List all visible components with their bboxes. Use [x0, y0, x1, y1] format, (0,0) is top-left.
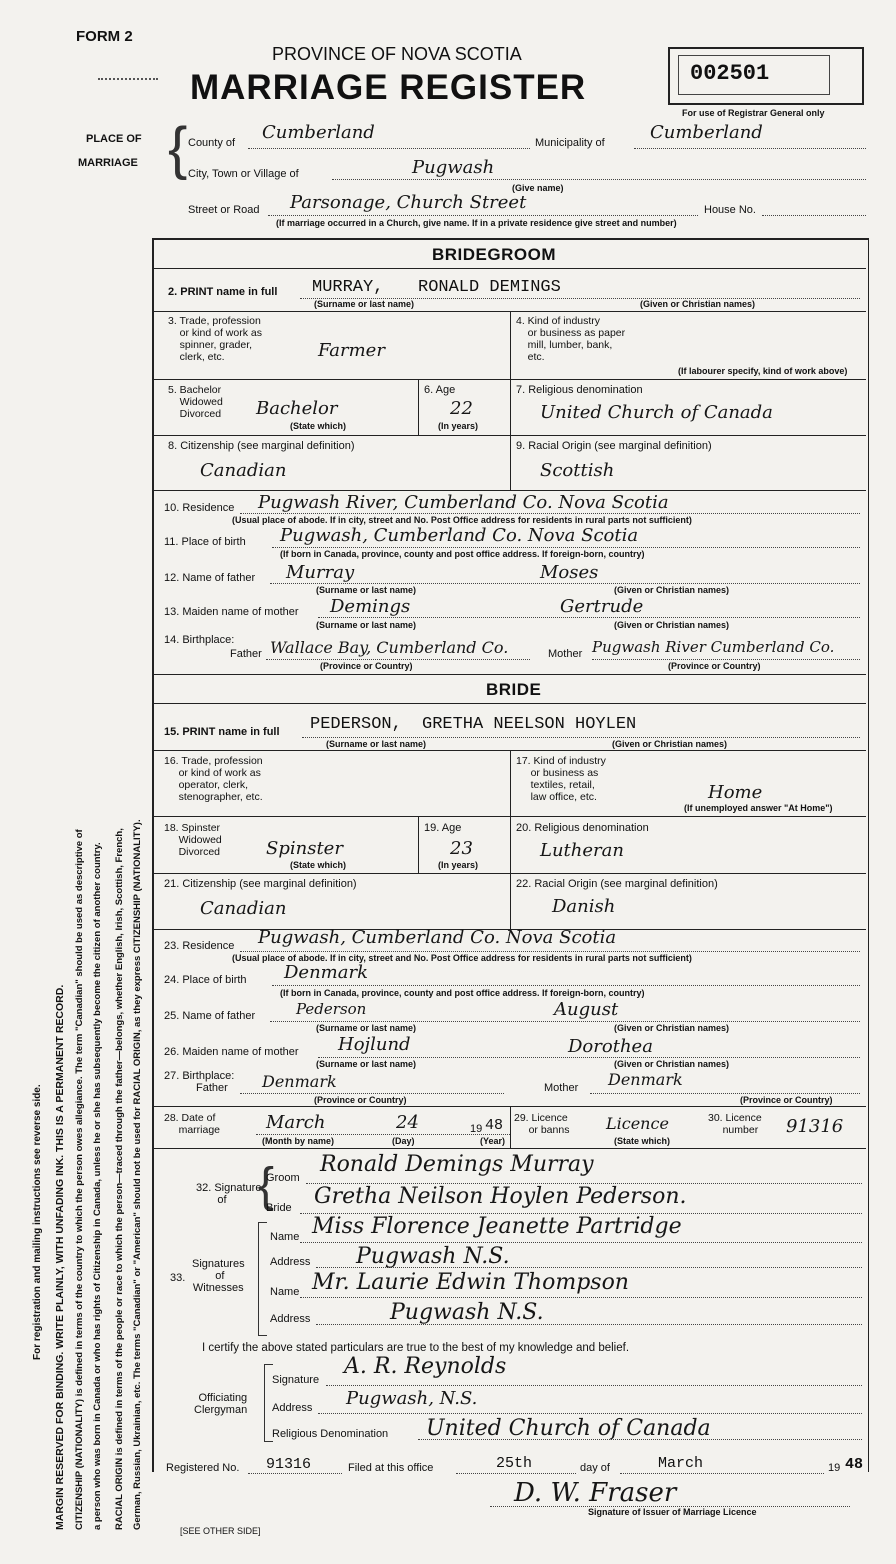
f27-label: 27. Birthplace:	[164, 1070, 235, 1082]
f14-mother-caption: (Province or Country)	[668, 661, 761, 671]
street-label: Street or Road	[188, 204, 260, 216]
bride-industry: Home	[708, 782, 763, 803]
bride-birthplace: Denmark	[284, 962, 368, 983]
f22-label: 22. Racial Origin (see marginal definition)	[516, 878, 718, 890]
f14-father-caption: (Province or Country)	[320, 661, 413, 671]
bride-heading: BRIDE	[486, 680, 542, 699]
clergy-denom-label: Religious Denomination	[272, 1428, 389, 1440]
f14-father-label: Father	[230, 648, 262, 660]
clergy-address: Pugwash, N.S.	[346, 1388, 478, 1409]
registrar-note: For use of Registrar General only	[682, 108, 825, 118]
groom-father-birth: Wallace Bay, Cumberland Co.	[270, 638, 509, 657]
county-value: Cumberland	[262, 122, 375, 143]
f19-caption: (In years)	[438, 860, 479, 870]
year-caption: (Year)	[480, 1136, 506, 1146]
licence-caption: (State which)	[614, 1136, 671, 1146]
punch-mark	[98, 78, 158, 80]
filed-label: Filed at this office	[348, 1462, 434, 1474]
registered-number: 91316	[266, 1456, 312, 1473]
f8-label: 8. Citizenship (see marginal definition)	[168, 440, 355, 452]
issuer-caption: Signature of Issuer of Marriage Licence	[588, 1507, 757, 1517]
give-name-caption: (Give name)	[512, 183, 564, 193]
f32-label: 32. Signature of	[196, 1182, 262, 1206]
f24-caption: (If born in Canada, province, county and post office address. If foreign-born, country)	[280, 988, 645, 998]
day-caption: (Day)	[392, 1136, 415, 1146]
page-title: MARRIAGE REGISTER	[190, 68, 587, 107]
brace-icon: {	[168, 116, 188, 181]
registered-label: Registered No.	[166, 1462, 240, 1474]
bride-given: GRETHA NEELSON HOYLEN	[422, 715, 637, 734]
bride-status: Spinster	[266, 838, 343, 859]
margin-line-3: CITIZENSHIP (NATIONALITY) is defined in terms of the country to which the person owes allegiance. The term "Canadian" should be used as descriptive of	[74, 829, 85, 1530]
f4-label: 4. Kind of industry or business as paper mill, lumber, bank, etc.	[516, 315, 626, 363]
f12-label: 12. Name of father	[164, 572, 256, 584]
margin-line-4: a person who was born in Canada or who has rights of Citizenship in Canada, unless he or she has subsequently become the citizen of another country.	[92, 842, 103, 1530]
groom-father-given: Moses	[540, 562, 599, 583]
bride-mother-surname: Hojlund	[338, 1034, 411, 1055]
place-label-1: PLACE OF	[86, 133, 142, 145]
groom-given-caption: (Given or Christian names)	[640, 299, 756, 309]
f6-label: 6. Age	[424, 384, 456, 396]
f26-surname-caption: (Surname or last name)	[316, 1059, 417, 1069]
witness-bracket	[258, 1222, 267, 1336]
filed-day: 25th	[496, 1455, 533, 1472]
groom-father-surname: Murray	[286, 562, 355, 583]
municipality-value: Cumberland	[650, 122, 763, 143]
serial-box	[668, 47, 864, 105]
f19-label: 19. Age	[424, 822, 462, 834]
f25-surname-caption: (Surname or last name)	[316, 1023, 417, 1033]
bride-residence: Pugwash, Cumberland Co. Nova Scotia	[258, 927, 617, 948]
margin-line-5: RACIAL ORIGIN is defined in terms of the people or race to which the person—traced through the father—belongs, whether English, Irish, Scottish, French,	[114, 828, 125, 1530]
f27-mother-label: Mother	[544, 1082, 579, 1094]
day-of-label: day of	[580, 1462, 610, 1474]
form-label: FORM 2	[76, 28, 133, 45]
f5-label: 5. Bachelor Widowed Divorced	[168, 384, 223, 420]
bride-father-birth: Denmark	[262, 1072, 337, 1091]
f11-caption: (If born in Canada, province, county and post office address. If foreign-born, country)	[280, 549, 645, 559]
issuer-signature: D. W. Fraser	[514, 1478, 677, 1508]
bride-religion: Lutheran	[540, 840, 624, 861]
bride-father-given: August	[554, 999, 619, 1020]
bride-signature: Gretha Neilson Hoylen Pederson.	[314, 1184, 687, 1209]
house-label: House No.	[704, 204, 756, 216]
marriage-year: 48	[485, 1117, 504, 1134]
w1-address-label: Address	[270, 1256, 311, 1268]
w2-name-label: Name	[270, 1286, 300, 1298]
f26-given-caption: (Given or Christian names)	[614, 1059, 730, 1069]
groom-signature: Ronald Demings Murray	[320, 1152, 594, 1177]
f23-caption: (Usual place of abode. If in city, street and No. Post Office address for residents in rural parts not sufficient)	[232, 953, 692, 963]
f27-father-label: Father	[196, 1082, 228, 1094]
groom-residence: Pugwash River, Cumberland Co. Nova Scotia	[258, 492, 669, 513]
see-other-side: [SEE OTHER SIDE]	[180, 1526, 261, 1536]
municipality-label: Municipality of	[535, 137, 605, 149]
bride-surname-caption: (Surname or last name)	[326, 739, 427, 749]
clergy-sig-label: Signature	[272, 1374, 320, 1386]
f9-label: 9. Racial Origin (see marginal definition)	[516, 440, 712, 452]
bride-surname: PEDERSON,	[310, 715, 402, 734]
f25-given-caption: (Given or Christian names)	[614, 1023, 730, 1033]
groom-surname: MURRAY,	[312, 278, 384, 297]
city-label: City, Town or Village of	[188, 168, 299, 180]
f27-father-caption: (Province or Country)	[314, 1095, 407, 1105]
marriage-month: March	[266, 1112, 326, 1133]
bride-given-caption: (Given or Christian names)	[612, 739, 728, 749]
f25-label: 25. Name of father	[164, 1010, 256, 1022]
witness1-address: Pugwash N.S.	[356, 1244, 510, 1269]
street-note: (If marriage occurred in a Church, give name. If in a private residence give street and number)	[276, 218, 677, 228]
groom-racial: Scottish	[540, 460, 615, 481]
f33-label: 33.	[170, 1272, 186, 1284]
f20-label: 20. Religious denomination	[516, 822, 649, 834]
clergy-address-label: Address	[272, 1402, 313, 1414]
bride-citizenship: Canadian	[200, 898, 287, 919]
groom-given: RONALD DEMINGS	[418, 278, 561, 297]
f6-caption: (In years)	[438, 421, 479, 431]
month-caption: (Month by name)	[262, 1136, 334, 1146]
f21-label: 21. Citizenship (see marginal definition)	[164, 878, 357, 890]
bride-mother-birth: Denmark	[608, 1070, 683, 1089]
groom-citizenship: Canadian	[200, 460, 287, 481]
margin-line-6: German, Russian, Ukrainian, etc. The terms "Canadian" or "American" should not be used for RACIAL ORIGIN, as they express CITIZENSHIP (NATIONALITY).	[132, 819, 143, 1530]
f18-label: 18. Spinster Widowed Divorced	[164, 822, 222, 858]
groom-mother-birth: Pugwash River Cumberland Co.	[592, 638, 835, 656]
f28-label: 28. Date of marriage	[164, 1112, 221, 1136]
f26-label: 26. Maiden name of mother	[164, 1046, 299, 1058]
witness2-name: Mr. Laurie Edwin Thompson	[312, 1270, 629, 1295]
clergy-signature: A. R. Reynolds	[344, 1354, 507, 1379]
groom-heading: BRIDEGROOM	[432, 245, 556, 264]
bride-father-surname: Pederson	[296, 1000, 367, 1018]
f2-label: 2. PRINT name in full	[168, 286, 278, 298]
groom-mother-given: Gertrude	[560, 596, 644, 617]
f14-label: 14. Birthplace:	[164, 634, 235, 646]
f13-given-caption: (Given or Christian names)	[614, 620, 730, 630]
f30-label: 30. Licence number	[708, 1112, 762, 1136]
f10-label: 10. Residence	[164, 502, 235, 514]
bride-mother-given: Dorothea	[568, 1036, 653, 1057]
officiating-label: Officiating Clergyman	[194, 1392, 248, 1416]
f12-given-caption: (Given or Christian names)	[614, 585, 730, 595]
bride-racial: Danish	[552, 896, 616, 917]
bride-sig-label: Bride	[266, 1202, 292, 1214]
f16-label: 16. Trade, profession or kind of work as operator, clerk, stenographer, etc.	[164, 755, 263, 803]
f3-label: 3. Trade, profession or kind of work as spinner, grader, clerk, etc.	[168, 315, 262, 363]
f17-caption: (If unemployed answer "At Home")	[684, 803, 833, 813]
filed-year-prefix: 19	[828, 1462, 841, 1474]
groom-age: 22	[450, 398, 473, 419]
w1-name-label: Name	[270, 1231, 300, 1243]
sig-brace-icon: {	[258, 1159, 275, 1212]
clergy-denomination: United Church of Canada	[426, 1416, 711, 1441]
f14-mother-label: Mother	[548, 648, 583, 660]
f27-mother-caption: (Province or Country)	[740, 1095, 833, 1105]
f17-label: 17. Kind of industry or business as textiles, retail, law office, etc.	[516, 755, 606, 803]
f4-caption: (If labourer specify, kind of work above)	[678, 366, 848, 376]
f29-label: 29. Licence or banns	[514, 1112, 570, 1136]
groom-mother-surname: Demings	[330, 596, 411, 617]
margin-line-2: MARGIN RESERVED FOR BINDING. WRITE PLAINLY, WITH UNFADING INK. THIS IS A PERMANENT RECORD.	[54, 984, 66, 1530]
f23-label: 23. Residence	[164, 940, 235, 952]
licence-type: Licence	[606, 1114, 669, 1133]
f18-caption: (State which)	[290, 860, 347, 870]
marriage-day: 24	[396, 1112, 419, 1133]
witness-label: Signatures of Witnesses	[192, 1258, 245, 1294]
f7-label: 7. Religious denomination	[516, 384, 643, 396]
certify-statement: I certify the above stated particulars are true to the best of my knowledge and belief.	[202, 1342, 630, 1354]
groom-birthplace: Pugwash, Cumberland Co. Nova Scotia	[280, 525, 639, 546]
groom-trade: Farmer	[318, 340, 385, 361]
margin-line-1: For registration and mailing instructions see reverse side.	[32, 1084, 43, 1360]
f12-surname-caption: (Surname or last name)	[316, 585, 417, 595]
f24-label: 24. Place of birth	[164, 974, 247, 986]
f10-caption: (Usual place of abode. If in city, street and No. Post Office address for residents in rural parts not sufficient)	[232, 515, 692, 525]
filed-year: 48	[845, 1456, 864, 1473]
groom-surname-caption: (Surname or last name)	[314, 299, 415, 309]
street-value: Parsonage, Church Street	[290, 192, 527, 213]
marriage-year-prefix: 19	[470, 1123, 483, 1135]
province-title: PROVINCE OF NOVA SCOTIA	[272, 44, 522, 64]
witness1-name: Miss Florence Jeanette Partridge	[312, 1214, 682, 1239]
witness2-address: Pugwash N.S.	[390, 1300, 544, 1325]
w2-address-label: Address	[270, 1313, 311, 1325]
groom-status: Bachelor	[256, 398, 338, 419]
bride-age: 23	[450, 838, 473, 859]
groom-sig-label: Groom	[266, 1172, 300, 1184]
county-label: County of	[188, 137, 236, 149]
groom-religion: United Church of Canada	[540, 402, 773, 423]
f13-label: 13. Maiden name of mother	[164, 606, 299, 618]
f15-label: 15. PRINT name in full	[164, 726, 280, 738]
serial-number: 002501	[690, 61, 770, 86]
place-label-2: MARRIAGE	[78, 157, 138, 169]
filed-month: March	[658, 1455, 704, 1472]
f11-label: 11. Place of birth	[164, 536, 246, 548]
f5-caption: (State which)	[290, 421, 347, 431]
licence-number: 91316	[786, 1116, 844, 1137]
city-value: Pugwash	[412, 157, 495, 178]
f13-surname-caption: (Surname or last name)	[316, 620, 417, 630]
